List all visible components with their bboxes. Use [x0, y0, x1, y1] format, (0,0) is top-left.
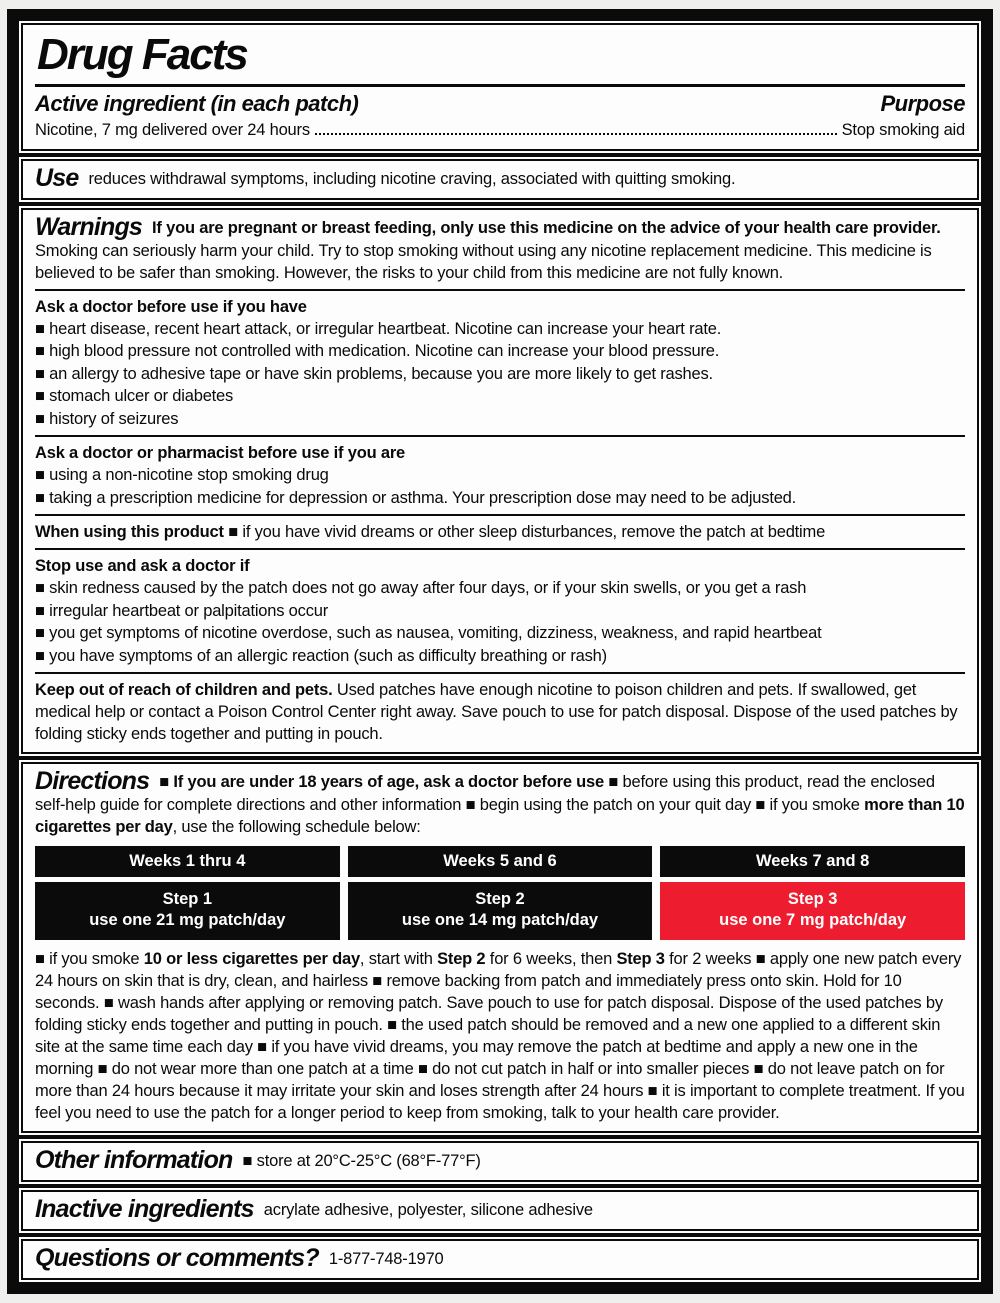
ask-doctor-item: ■ an allergy to adhesive tape or have skin problems, because you are more likely to get rashes.	[35, 364, 713, 383]
other-information-heading: Other information	[35, 1146, 233, 1175]
warnings-divider	[35, 672, 965, 674]
warnings-divider	[35, 435, 965, 437]
inactive-ingredients-text: acrylate adhesive, polyester, silicone adhesive	[263, 1201, 593, 1220]
dosing-schedule-table	[35, 846, 965, 940]
ask-doctor-item: ■ history of seizures	[35, 409, 179, 428]
purpose-heading: Purpose	[880, 91, 965, 117]
warnings-divider	[35, 514, 965, 516]
schedule-week-header: Weeks 1 thru 4	[35, 846, 340, 877]
title-divider	[35, 84, 965, 87]
questions-heading: Questions or comments?	[35, 1244, 319, 1273]
active-ingredient-row	[35, 118, 965, 142]
other-information-paragraph	[35, 1148, 965, 1173]
stop-use-item: ■ irregular heartbeat or palpitations occur	[35, 601, 329, 620]
use-text: reduces withdrawal symptoms, including nicotine craving, associated with quitting smoking.	[88, 169, 736, 188]
schedule-week-header: Weeks 5 and 6	[348, 846, 653, 877]
stop-use-item: ■ you have symptoms of an allergic reaction (such as difficulty breathing or rash)	[35, 646, 607, 665]
questions-phone-number: 1-877-748-1970	[328, 1250, 444, 1269]
drug-facts-label-frame	[7, 9, 993, 1294]
stop-use-item: ■ you get symptoms of nicotine overdose, such as nausea, vomiting, dizziness, weakness, and rapid heartbeat	[35, 624, 822, 643]
warnings-divider	[35, 289, 965, 291]
schedule-step-name: Step 3	[787, 890, 838, 909]
warnings-heading: Warnings	[35, 212, 143, 241]
schedule-step-detail: use one 7 mg patch/day	[719, 911, 907, 930]
active-ingredient-heading: Active ingredient (in each patch)	[35, 91, 359, 117]
use-paragraph	[35, 163, 965, 192]
section-other-information	[21, 1141, 979, 1182]
warnings-ask-doctor-block	[35, 296, 965, 431]
questions-paragraph	[35, 1246, 965, 1271]
warnings-intro-paragraph	[35, 212, 965, 284]
ask-pharmacist-item: ■ taking a prescription medicine for depression or asthma. Your prescription dose may need to be adjusted.	[35, 488, 797, 507]
ask-doctor-item: ■ high blood pressure not controlled with medication. Nicotine can increase your blood pressure.	[35, 342, 720, 361]
section-directions	[21, 762, 979, 1133]
directions-heading: Directions	[35, 767, 150, 796]
section-title-active-ingredient	[21, 23, 979, 151]
schedule-step-cell	[35, 882, 340, 940]
when-using-paragraph: When using this product ■ if you have vivid dreams or other sleep disturbances, remove the patch at bedtime	[35, 523, 826, 542]
directions-after-table-paragraph: ■ if you smoke 10 or less cigarettes per day, start with Step 2 for 6 weeks, then Step 3 for 2 weeks ■ apply one new patch every 24 hours on skin that is dry, clean, and hairless ■ remove backing from patch and immediately press onto skin. Hold for 10 seconds. ■ wash hands after applying or removing patch. Save pouch to use for patch disposal. Dispose of the used patches by folding sticky ends together and putting in pouch. ■ the used patch should be removed and a new one applied to a different skin site at the same time each day ■ if you have vivid dreams, you may remove the patch at bedtime and apply a new one in the morning ■ do not wear more than one patch at a time ■ do not cut patch in half or into smaller pieces ■ do not leave patch on for more than 24 hours because it may irritate your skin and loses strength after 24 hours ■ it is important to complete treatment. If you feel you need to use the patch for a longer period to keep from smoking, talk to your health care provider.	[35, 950, 965, 1123]
warnings-stop-use-block	[35, 555, 965, 667]
ask-doctor-item: ■ stomach ulcer or diabetes	[35, 387, 234, 406]
ask-pharmacist-item: ■ using a non-nicotine stop smoking drug	[35, 466, 329, 485]
directions-intro-paragraph	[35, 769, 965, 838]
stop-use-item: ■ skin redness caused by the patch does not go away after four days, or if your skin swells, or you get a rash	[35, 579, 807, 598]
schedule-step-cell	[348, 882, 653, 940]
schedule-step-name: Step 2	[475, 890, 525, 909]
active-ingredient-name: Nicotine, 7 mg delivered over 24 hours	[35, 120, 310, 139]
drug-facts-title: Drug Facts	[37, 30, 247, 79]
section-warnings	[21, 208, 979, 755]
inactive-ingredients-paragraph	[35, 1197, 965, 1222]
schedule-step-cell-step3-red	[660, 882, 965, 940]
active-ingredient-header-row	[35, 91, 965, 117]
inactive-ingredients-heading: Inactive ingredients	[35, 1195, 254, 1224]
use-heading: Use	[35, 163, 79, 192]
other-information-text: ■ store at 20°C-25°C (68°F-77°F)	[242, 1152, 481, 1171]
ask-doctor-heading: Ask a doctor before use if you have	[35, 297, 307, 316]
schedule-step-detail: use one 21 mg patch/day	[89, 911, 286, 930]
stop-use-heading: Stop use and ask a doctor if	[35, 557, 250, 576]
ask-doctor-item: ■ heart disease, recent heart attack, or irregular heartbeat. Nicotine can increase your heart rate.	[35, 319, 722, 338]
warnings-intro-text: If you are pregnant or breast feeding, only use this medicine on the advice of your health care provider. Smoking can seriously harm your child. Try to stop smoking without using any nicotine replacement medicine. This medicine is believed to be safer than smoking. However, the risks to your child from this medicine are not fully known.	[35, 218, 941, 282]
warnings-ask-pharmacist-block	[35, 442, 965, 509]
purpose-value: Stop smoking aid	[841, 120, 965, 139]
section-questions	[21, 1239, 979, 1280]
section-inactive-ingredients	[21, 1190, 979, 1231]
schedule-week-header: Weeks 7 and 8	[660, 846, 965, 877]
ask-pharmacist-heading: Ask a doctor or pharmacist before use if you are	[35, 444, 406, 463]
section-use	[21, 159, 979, 200]
keep-out-paragraph: Keep out of reach of children and pets. Used patches have enough nicotine to poison children and pets. If swallowed, get medical help or contact a Poison Control Center right away. Save pouch to use for patch disposal. Dispose of the used patches by folding sticky ends together and putting in pouch.	[35, 681, 958, 744]
schedule-step-detail: use one 14 mg patch/day	[401, 911, 599, 930]
directions-intro-text: ■ If you are under 18 years of age, ask a doctor before use ■ before using this product, read the enclosed self-help guide for complete directions and other information ■ begin using the patch on your quit day ■ if you smoke more than 10 cigarettes per day, use the following schedule below:	[35, 773, 965, 837]
warnings-divider	[35, 548, 965, 550]
dotted-leader	[315, 133, 837, 135]
schedule-step-name: Step 1	[162, 890, 213, 909]
